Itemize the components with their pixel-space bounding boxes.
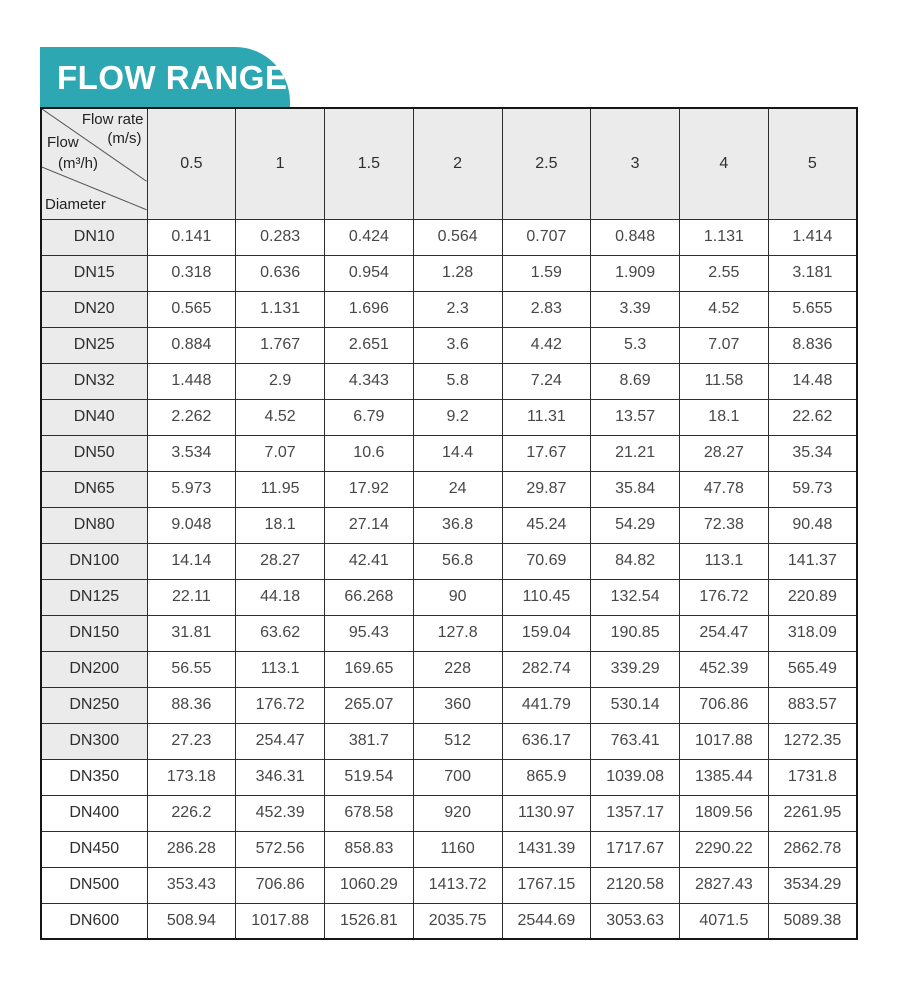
flow-value-cell: 141.37: [768, 543, 857, 579]
flow-value-cell: 0.424: [325, 219, 414, 255]
flow-value-cell: 1.696: [325, 291, 414, 327]
flow-value-cell: 452.39: [680, 651, 769, 687]
flow-value-cell: 35.34: [768, 435, 857, 471]
flow-value-cell: 17.67: [502, 435, 591, 471]
flow-value-cell: 5.8: [413, 363, 502, 399]
flow-value-cell: 70.69: [502, 543, 591, 579]
flow-value-cell: 2.83: [502, 291, 591, 327]
flow-value-cell: 286.28: [147, 831, 236, 867]
flow-value-cell: 346.31: [236, 759, 325, 795]
flow-value-cell: 8.836: [768, 327, 857, 363]
flow-rate-column-header: 1: [236, 108, 325, 219]
flow-value-cell: 700: [413, 759, 502, 795]
flow-value-cell: 0.954: [325, 255, 414, 291]
corner-label-flow-rate: Flow rate: [81, 111, 144, 128]
flow-value-cell: 17.92: [325, 471, 414, 507]
flow-value-cell: 3.181: [768, 255, 857, 291]
flow-value-cell: 3.6: [413, 327, 502, 363]
flow-value-cell: 28.27: [236, 543, 325, 579]
flow-value-cell: 0.848: [591, 219, 680, 255]
flow-value-cell: 47.78: [680, 471, 769, 507]
corner-header-cell: [41, 108, 147, 219]
table-body: [41, 219, 857, 939]
table-row: [41, 579, 857, 615]
table-row: [41, 435, 857, 471]
corner-label-flow: Flow: [47, 134, 79, 151]
flow-value-cell: 5.3: [591, 327, 680, 363]
flow-value-cell: 1809.56: [680, 795, 769, 831]
flow-value-cell: 865.9: [502, 759, 591, 795]
flow-value-cell: 1767.15: [502, 867, 591, 903]
flow-value-cell: 3534.29: [768, 867, 857, 903]
table-row: [41, 687, 857, 723]
flow-value-cell: 1.448: [147, 363, 236, 399]
flow-value-cell: 2.651: [325, 327, 414, 363]
flow-range-table: [40, 107, 858, 940]
flow-value-cell: 4.52: [680, 291, 769, 327]
flow-value-cell: 1731.8: [768, 759, 857, 795]
flow-value-cell: 59.73: [768, 471, 857, 507]
page-title: FLOW RANGE: [57, 58, 288, 96]
flow-value-cell: 84.82: [591, 543, 680, 579]
header-row: [41, 108, 857, 219]
corner-label-diameter: Diameter: [45, 196, 106, 213]
flow-value-cell: 45.24: [502, 507, 591, 543]
flow-value-cell: 3.39: [591, 291, 680, 327]
flow-value-cell: 1130.97: [502, 795, 591, 831]
flow-value-cell: 169.65: [325, 651, 414, 687]
flow-value-cell: 1160: [413, 831, 502, 867]
flow-value-cell: 159.04: [502, 615, 591, 651]
flow-value-cell: 572.56: [236, 831, 325, 867]
flow-value-cell: 42.41: [325, 543, 414, 579]
flow-value-cell: 706.86: [236, 867, 325, 903]
flow-value-cell: 176.72: [680, 579, 769, 615]
flow-value-cell: 31.81: [147, 615, 236, 651]
flow-value-cell: 173.18: [147, 759, 236, 795]
flow-value-cell: 1526.81: [325, 903, 414, 939]
flow-value-cell: 763.41: [591, 723, 680, 759]
flow-value-cell: 14.14: [147, 543, 236, 579]
flow-value-cell: 0.564: [413, 219, 502, 255]
flow-value-cell: 35.84: [591, 471, 680, 507]
flow-value-cell: 1017.88: [236, 903, 325, 939]
flow-value-cell: 452.39: [236, 795, 325, 831]
row-header-diameter: DN25: [41, 327, 147, 363]
flow-range-title-badge: [40, 47, 290, 108]
flow-value-cell: 110.45: [502, 579, 591, 615]
row-header-diameter: DN50: [41, 435, 147, 471]
flow-value-cell: 2.262: [147, 399, 236, 435]
flow-value-cell: 1.414: [768, 219, 857, 255]
table-row: [41, 903, 857, 939]
table-row: [41, 219, 857, 255]
flow-value-cell: 24: [413, 471, 502, 507]
table-row: [41, 543, 857, 579]
flow-value-cell: 519.54: [325, 759, 414, 795]
flow-value-cell: 2862.78: [768, 831, 857, 867]
flow-value-cell: 9.2: [413, 399, 502, 435]
flow-value-cell: 360: [413, 687, 502, 723]
flow-value-cell: 565.49: [768, 651, 857, 687]
flow-value-cell: 1017.88: [680, 723, 769, 759]
row-header-diameter: DN15: [41, 255, 147, 291]
flow-value-cell: 21.21: [591, 435, 680, 471]
table-row: [41, 255, 857, 291]
flow-value-cell: 113.1: [680, 543, 769, 579]
flow-value-cell: 2544.69: [502, 903, 591, 939]
flow-value-cell: 2.3: [413, 291, 502, 327]
flow-value-cell: 339.29: [591, 651, 680, 687]
flow-value-cell: 254.47: [236, 723, 325, 759]
table-header: [41, 108, 857, 219]
flow-value-cell: 220.89: [768, 579, 857, 615]
flow-value-cell: 441.79: [502, 687, 591, 723]
row-header-diameter: DN100: [41, 543, 147, 579]
flow-value-cell: 381.7: [325, 723, 414, 759]
flow-value-cell: 706.86: [680, 687, 769, 723]
flow-value-cell: 54.29: [591, 507, 680, 543]
flow-value-cell: 4.42: [502, 327, 591, 363]
flow-value-cell: 1413.72: [413, 867, 502, 903]
flow-value-cell: 18.1: [680, 399, 769, 435]
flow-rate-column-header: 5: [768, 108, 857, 219]
flow-value-cell: 66.268: [325, 579, 414, 615]
flow-value-cell: 7.07: [236, 435, 325, 471]
flow-value-cell: 508.94: [147, 903, 236, 939]
flow-value-cell: 318.09: [768, 615, 857, 651]
flow-value-cell: 2827.43: [680, 867, 769, 903]
flow-rate-column-header: 3: [591, 108, 680, 219]
flow-value-cell: 1272.35: [768, 723, 857, 759]
flow-rate-column-header: 2.5: [502, 108, 591, 219]
table-row: [41, 399, 857, 435]
flow-value-cell: 6.79: [325, 399, 414, 435]
flow-value-cell: 636.17: [502, 723, 591, 759]
flow-value-cell: 4.343: [325, 363, 414, 399]
table-row: [41, 615, 857, 651]
flow-value-cell: 2.9: [236, 363, 325, 399]
flow-value-cell: 0.707: [502, 219, 591, 255]
flow-value-cell: 22.11: [147, 579, 236, 615]
flow-value-cell: 56.8: [413, 543, 502, 579]
flow-value-cell: 176.72: [236, 687, 325, 723]
row-header-diameter: DN125: [41, 579, 147, 615]
flow-value-cell: 9.048: [147, 507, 236, 543]
flow-value-cell: 11.95: [236, 471, 325, 507]
table-row: [41, 867, 857, 903]
row-header-diameter: DN600: [41, 903, 147, 939]
flow-value-cell: 10.6: [325, 435, 414, 471]
flow-value-cell: 254.47: [680, 615, 769, 651]
row-header-diameter: DN20: [41, 291, 147, 327]
flow-value-cell: 678.58: [325, 795, 414, 831]
flow-value-cell: 132.54: [591, 579, 680, 615]
flow-value-cell: 22.62: [768, 399, 857, 435]
flow-value-cell: 2120.58: [591, 867, 680, 903]
flow-value-cell: 3.534: [147, 435, 236, 471]
flow-value-cell: 0.141: [147, 219, 236, 255]
flow-value-cell: 3053.63: [591, 903, 680, 939]
flow-value-cell: 4071.5: [680, 903, 769, 939]
flow-value-cell: 13.57: [591, 399, 680, 435]
flow-value-cell: 0.565: [147, 291, 236, 327]
flow-value-cell: 44.18: [236, 579, 325, 615]
table-row: [41, 723, 857, 759]
table-row: [41, 795, 857, 831]
flow-value-cell: 8.69: [591, 363, 680, 399]
row-header-diameter: DN450: [41, 831, 147, 867]
flow-value-cell: 18.1: [236, 507, 325, 543]
flow-rate-column-header: 1.5: [325, 108, 414, 219]
flow-value-cell: 36.8: [413, 507, 502, 543]
flow-value-cell: 858.83: [325, 831, 414, 867]
table-row: [41, 759, 857, 795]
flow-value-cell: 14.48: [768, 363, 857, 399]
flow-value-cell: 1.767: [236, 327, 325, 363]
table-row: [41, 291, 857, 327]
flow-value-cell: 1.28: [413, 255, 502, 291]
flow-value-cell: 1385.44: [680, 759, 769, 795]
flow-value-cell: 1.131: [236, 291, 325, 327]
corner-unit-ms: (m/s): [107, 130, 142, 147]
flow-value-cell: 530.14: [591, 687, 680, 723]
flow-value-cell: 88.36: [147, 687, 236, 723]
flow-value-cell: 7.24: [502, 363, 591, 399]
flow-value-cell: 1.59: [502, 255, 591, 291]
row-header-diameter: DN65: [41, 471, 147, 507]
flow-value-cell: 4.52: [236, 399, 325, 435]
flow-value-cell: 90: [413, 579, 502, 615]
flow-value-cell: 29.87: [502, 471, 591, 507]
flow-value-cell: 228: [413, 651, 502, 687]
flow-value-cell: 226.2: [147, 795, 236, 831]
flow-value-cell: 27.14: [325, 507, 414, 543]
row-header-diameter: DN10: [41, 219, 147, 255]
flow-value-cell: 113.1: [236, 651, 325, 687]
row-header-diameter: DN150: [41, 615, 147, 651]
row-header-diameter: DN300: [41, 723, 147, 759]
row-header-diameter: DN32: [41, 363, 147, 399]
row-header-diameter: DN250: [41, 687, 147, 723]
flow-value-cell: 5089.38: [768, 903, 857, 939]
flow-value-cell: 0.318: [147, 255, 236, 291]
flow-value-cell: 1.131: [680, 219, 769, 255]
table-row: [41, 507, 857, 543]
flow-value-cell: 512: [413, 723, 502, 759]
flow-value-cell: 2290.22: [680, 831, 769, 867]
flow-value-cell: 353.43: [147, 867, 236, 903]
table-row: [41, 651, 857, 687]
table-row: [41, 327, 857, 363]
flow-value-cell: 28.27: [680, 435, 769, 471]
flow-value-cell: 95.43: [325, 615, 414, 651]
row-header-diameter: DN400: [41, 795, 147, 831]
flow-value-cell: 63.62: [236, 615, 325, 651]
flow-value-cell: 90.48: [768, 507, 857, 543]
flow-value-cell: 11.58: [680, 363, 769, 399]
flow-value-cell: 1717.67: [591, 831, 680, 867]
flow-value-cell: 1060.29: [325, 867, 414, 903]
flow-value-cell: 1431.39: [502, 831, 591, 867]
row-header-diameter: DN350: [41, 759, 147, 795]
flow-value-cell: 1039.08: [591, 759, 680, 795]
flow-value-cell: 7.07: [680, 327, 769, 363]
flow-value-cell: 0.884: [147, 327, 236, 363]
flow-value-cell: 190.85: [591, 615, 680, 651]
row-header-diameter: DN80: [41, 507, 147, 543]
flow-value-cell: 14.4: [413, 435, 502, 471]
flow-value-cell: 883.57: [768, 687, 857, 723]
flow-value-cell: 56.55: [147, 651, 236, 687]
flow-value-cell: 0.636: [236, 255, 325, 291]
flow-rate-column-header: 4: [680, 108, 769, 219]
flow-value-cell: 11.31: [502, 399, 591, 435]
row-header-diameter: DN200: [41, 651, 147, 687]
flow-value-cell: 2.55: [680, 255, 769, 291]
table-row: [41, 471, 857, 507]
table-row: [41, 363, 857, 399]
row-header-diameter: DN500: [41, 867, 147, 903]
flow-value-cell: 72.38: [680, 507, 769, 543]
table-row: [41, 831, 857, 867]
flow-value-cell: 127.8: [413, 615, 502, 651]
flow-value-cell: 920: [413, 795, 502, 831]
corner-unit-m3h: (m³/h): [58, 155, 98, 172]
flow-value-cell: 265.07: [325, 687, 414, 723]
row-header-diameter: DN40: [41, 399, 147, 435]
flow-value-cell: 5.973: [147, 471, 236, 507]
flow-value-cell: 1357.17: [591, 795, 680, 831]
flow-value-cell: 282.74: [502, 651, 591, 687]
flow-value-cell: 5.655: [768, 291, 857, 327]
flow-value-cell: 0.283: [236, 219, 325, 255]
flow-value-cell: 2261.95: [768, 795, 857, 831]
flow-rate-column-header: 0.5: [147, 108, 236, 219]
flow-value-cell: 1.909: [591, 255, 680, 291]
flow-value-cell: 27.23: [147, 723, 236, 759]
flow-value-cell: 2035.75: [413, 903, 502, 939]
flow-rate-column-header: 2: [413, 108, 502, 219]
